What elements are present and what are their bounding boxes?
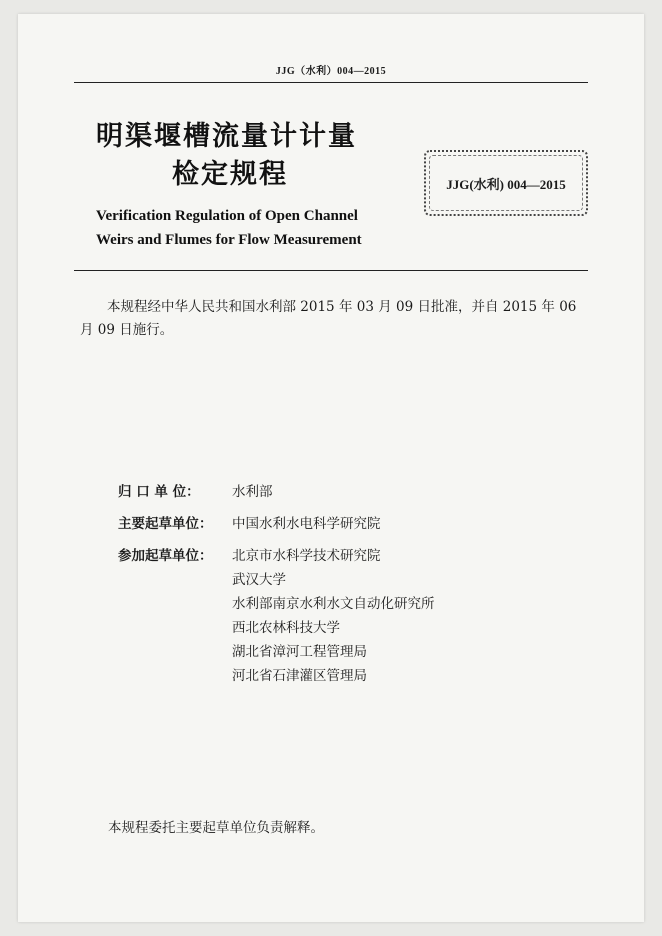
header-rule — [74, 82, 588, 83]
participating-unit-list — [232, 544, 435, 688]
responsible-unit-row — [118, 480, 435, 504]
responsible-unit-value: 水利部 — [232, 484, 273, 500]
approval-statement: 本规程经中华人民共和国水利部 2015 年 03 月 09 日批准，并自 2015 年 06 月 09 日施行。 — [80, 299, 577, 338]
participating-unit: 北京市水科学技术研究院 — [232, 548, 381, 564]
drafting-units — [118, 480, 435, 688]
participating-unit: 水利部南京水利水文自动化研究所 — [232, 596, 435, 612]
title-cn-line1: 明渠堰槽流量计计量 — [96, 121, 357, 152]
title-en-line1: Verification Regulation of Open Channel — [96, 208, 358, 224]
standard-code-box — [424, 150, 588, 216]
title-cn-line2: 检定规程 — [172, 159, 288, 190]
participating-unit: 河北省石津灌区管理局 — [232, 668, 367, 684]
main-unit-row — [118, 512, 435, 536]
responsible-unit-label: 归 口 单 位： — [118, 484, 200, 500]
main-unit-label: 主要起草单位： — [118, 516, 213, 532]
standard-code: JJG(水利) 004—2015 — [446, 177, 566, 192]
participating-unit-row — [118, 544, 435, 688]
running-header: JJG（水利）004—2015 — [275, 66, 387, 77]
participating-unit: 西北农林科技大学 — [232, 620, 340, 636]
interpretation-note: 本规程委托主要起草单位负责解释。 — [108, 820, 324, 836]
title-en-line2: Weirs and Flumes for Flow Measurement — [96, 232, 362, 248]
main-unit-value: 中国水利水电科学研究院 — [232, 516, 381, 532]
participating-unit: 湖北省漳河工程管理局 — [232, 644, 367, 660]
participating-unit-label: 参加起草单位： — [118, 548, 213, 564]
participating-unit: 武汉大学 — [232, 572, 286, 588]
title-rule — [74, 270, 588, 271]
